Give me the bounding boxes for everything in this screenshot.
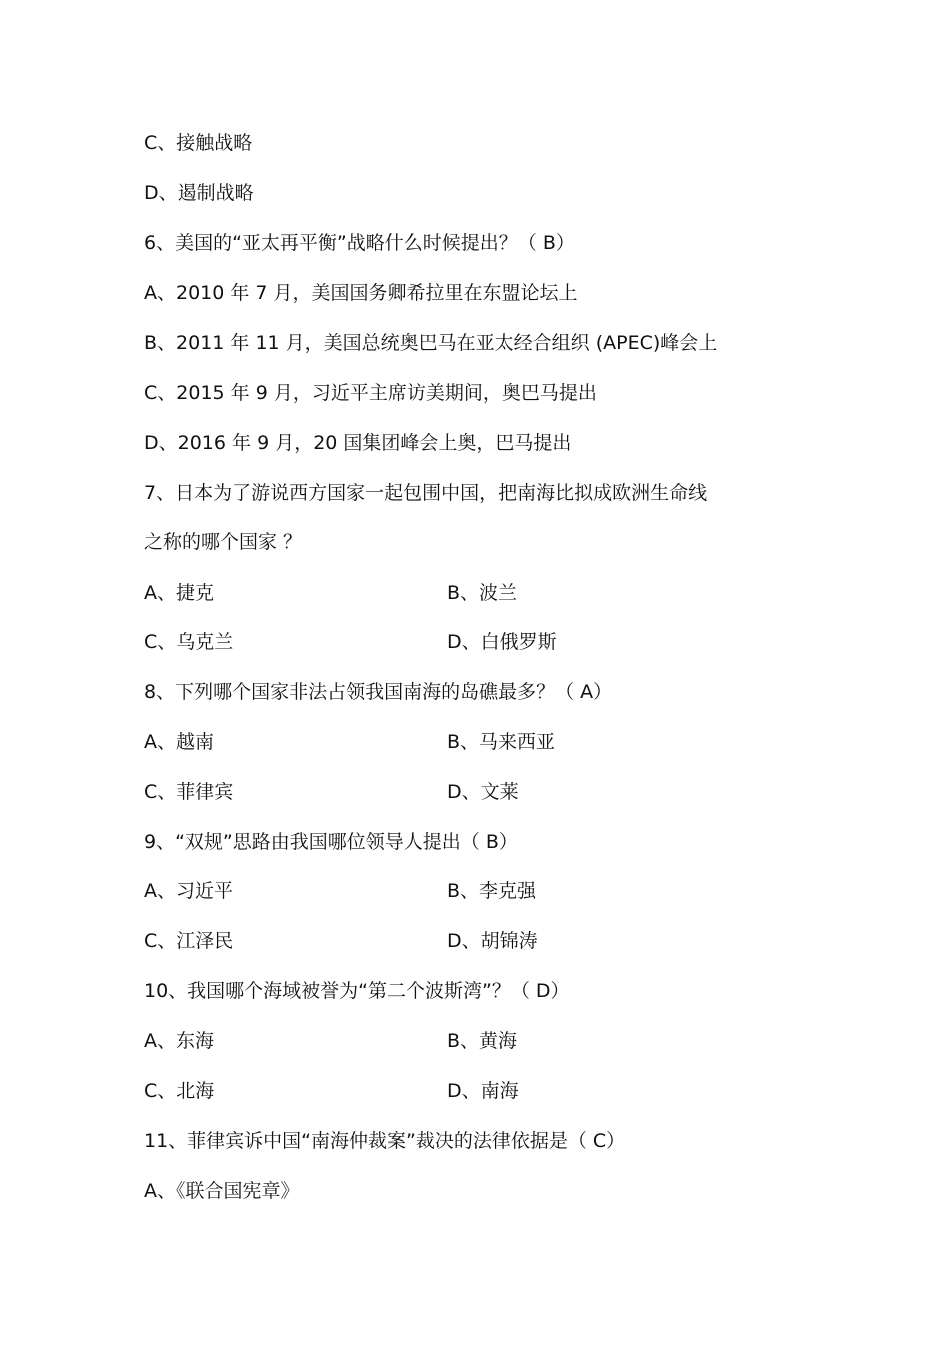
q6-option-a: A、2010 年 7 月，美国国务卿希拉里在东盟论坛上 — [144, 282, 578, 304]
option-d-containment-strategy: D、遏制战略 — [144, 182, 254, 204]
q6-option-b: B、2011 年 11 月，美国总统奥巴马在亚太经合组织 (APEC)峰会上 — [144, 332, 718, 354]
q9-option-d: D、胡锦涛 — [447, 930, 538, 952]
q7-option-d: D、白俄罗斯 — [447, 631, 557, 653]
q8-option-a: A、越南 — [144, 731, 214, 753]
q9-option-c: C、江泽民 — [144, 930, 234, 952]
q8-option-d: D、文莱 — [447, 781, 519, 803]
q9-option-b: B、李克强 — [447, 880, 537, 902]
question-6: 6、美国的“亚太再平衡”战略什么时候提出？（ B） — [144, 232, 575, 254]
q6-option-c: C、2015 年 9 月，习近平主席访美期间，奥巴马提出 — [144, 382, 597, 404]
question-10: 10、我国哪个海域被誉为“第二个波斯湾”？（ D） — [144, 980, 570, 1002]
q11-option-a: A、《联合国宪章》 — [144, 1180, 300, 1202]
q7-option-c: C、乌克兰 — [144, 631, 234, 653]
question-11: 11、菲律宾诉中国“南海仲裁案”裁决的法律依据是（ C） — [144, 1130, 626, 1152]
q10-option-b: B、黄海 — [447, 1030, 518, 1052]
q6-option-d: D、2016 年 9 月，20 国集团峰会上奥，巴马提出 — [144, 432, 572, 454]
question-7-line-2: 之称的哪个国家 ？ — [144, 531, 303, 553]
q7-option-b: B、波兰 — [447, 582, 518, 604]
q9-option-a: A、习近平 — [144, 880, 233, 902]
q8-option-c: C、菲律宾 — [144, 781, 234, 803]
q10-option-d: D、南海 — [447, 1080, 519, 1102]
q10-option-c: C、北海 — [144, 1080, 215, 1102]
q8-option-b: B、马来西亚 — [447, 731, 556, 753]
question-8: 8、下列哪个国家非法占领我国南海的岛礁最多？（ A） — [144, 681, 613, 703]
question-9: 9、“双规”思路由我国哪位领导人提出（ B） — [144, 831, 518, 853]
question-7-line-1: 7、日本为了游说西方国家一起包围中国，把南海比拟成欧洲生命线 — [144, 482, 708, 504]
q7-option-a: A、捷克 — [144, 582, 214, 604]
q10-option-a: A、东海 — [144, 1030, 214, 1052]
option-c-contact-strategy: C、接触战略 — [144, 132, 253, 154]
